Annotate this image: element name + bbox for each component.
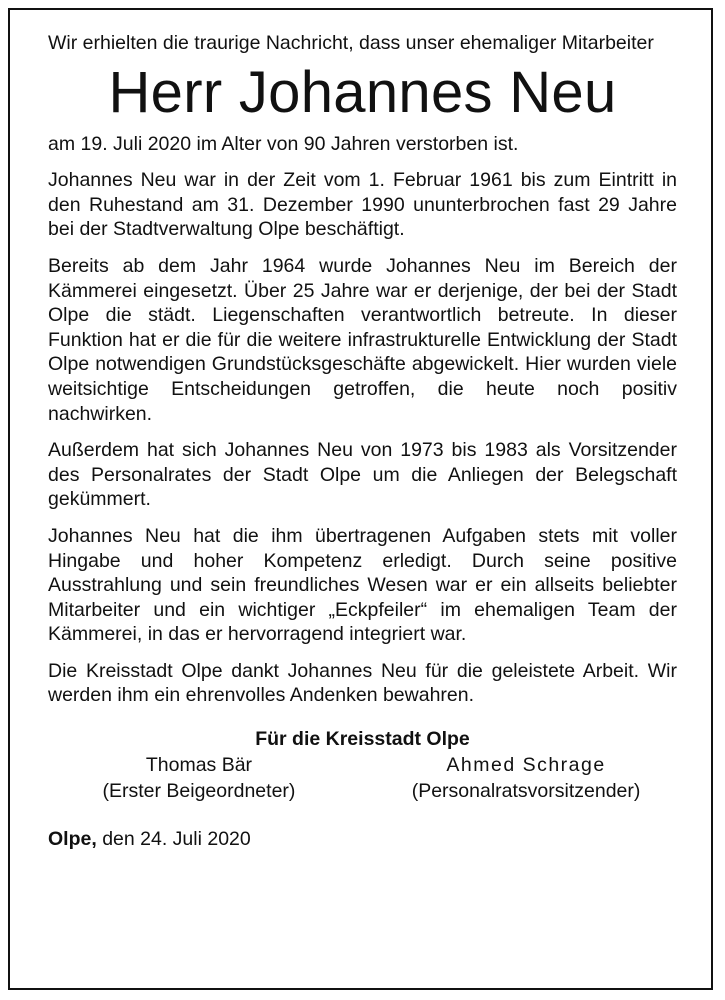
paragraph-career: Johannes Neu war in der Zeit vom 1. Februar 1961 bis zum Eintritt in den Ruhestand am 31. Dezember 1990 ununterbrochen fast 29 Jahre bei der Stadtverwaltung Olpe beschäftigt. xyxy=(48,169,677,241)
death-date-line: am 19. Juli 2020 im Alter von 90 Jahren verstorben ist. xyxy=(48,132,519,155)
deceased-name: Herr Johannes Neu xyxy=(108,59,617,125)
signer-left-title: (Erster Beigeordneter) xyxy=(102,780,296,803)
signer-right-title: (Personalratsvorsitzender) xyxy=(411,780,641,803)
paragraph-dedication: Johannes Neu hat die ihm übertragenen Aufgaben stets mit voller Hingabe und hoher Kompetenz erledigt. Durch seine positive Ausstrahlung und sein freundliches Wesen war er ein allseits beliebter Mitarbeiter und ein wichtiger „Eckpfeiler“ im ehemaligen Team der Kämmerei, in das er hervorragend integriert war. xyxy=(48,524,677,646)
date-text: den 24. Juli 2020 xyxy=(102,828,251,851)
intro-text: Wir erhielten die traurige Nachricht, dass unser ehemaliger Mitarbeiter xyxy=(48,32,654,54)
signature-titles xyxy=(48,778,677,804)
paragraph-treasury: Bereits ab dem Jahr 1964 wurde Johannes Neu im Bereich der Kämmerei eingesetzt. Über 25 Jahre war er derjenige, der bei der Stadt Olpe die städt. Liegenschaften verantwortlich betreute. In dieser Funktion hat er die für die weitere infrastrukturelle Entwicklung der Stadt Olpe notwendigen Grundstücksgeschäfte abgewickelt. Hier wurden viele weitsichtige Entscheidungen getroffen, die heute noch positiv nachwirken. xyxy=(48,254,677,425)
signature-heading: Für die Kreisstadt Olpe xyxy=(255,728,470,751)
place-name: Olpe, xyxy=(48,828,97,851)
obituary-content xyxy=(48,31,677,852)
place-date-line xyxy=(48,826,677,852)
signer-right-name: Ahmed Schrage xyxy=(446,754,606,777)
signature-names xyxy=(48,752,677,778)
paragraph-staff-council: Außerdem hat sich Johannes Neu von 1973 bis 1983 als Vorsitzender des Personalrates der Stadt Olpe um die Anliegen der Belegschaft gekümmert. xyxy=(48,439,677,511)
paragraph-thanks: Die Kreisstadt Olpe dankt Johannes Neu für die geleistete Arbeit. Wir werden ihm ein ehrenvolles Andenken bewahren. xyxy=(48,659,677,707)
signer-left-name: Thomas Bär xyxy=(145,754,253,777)
